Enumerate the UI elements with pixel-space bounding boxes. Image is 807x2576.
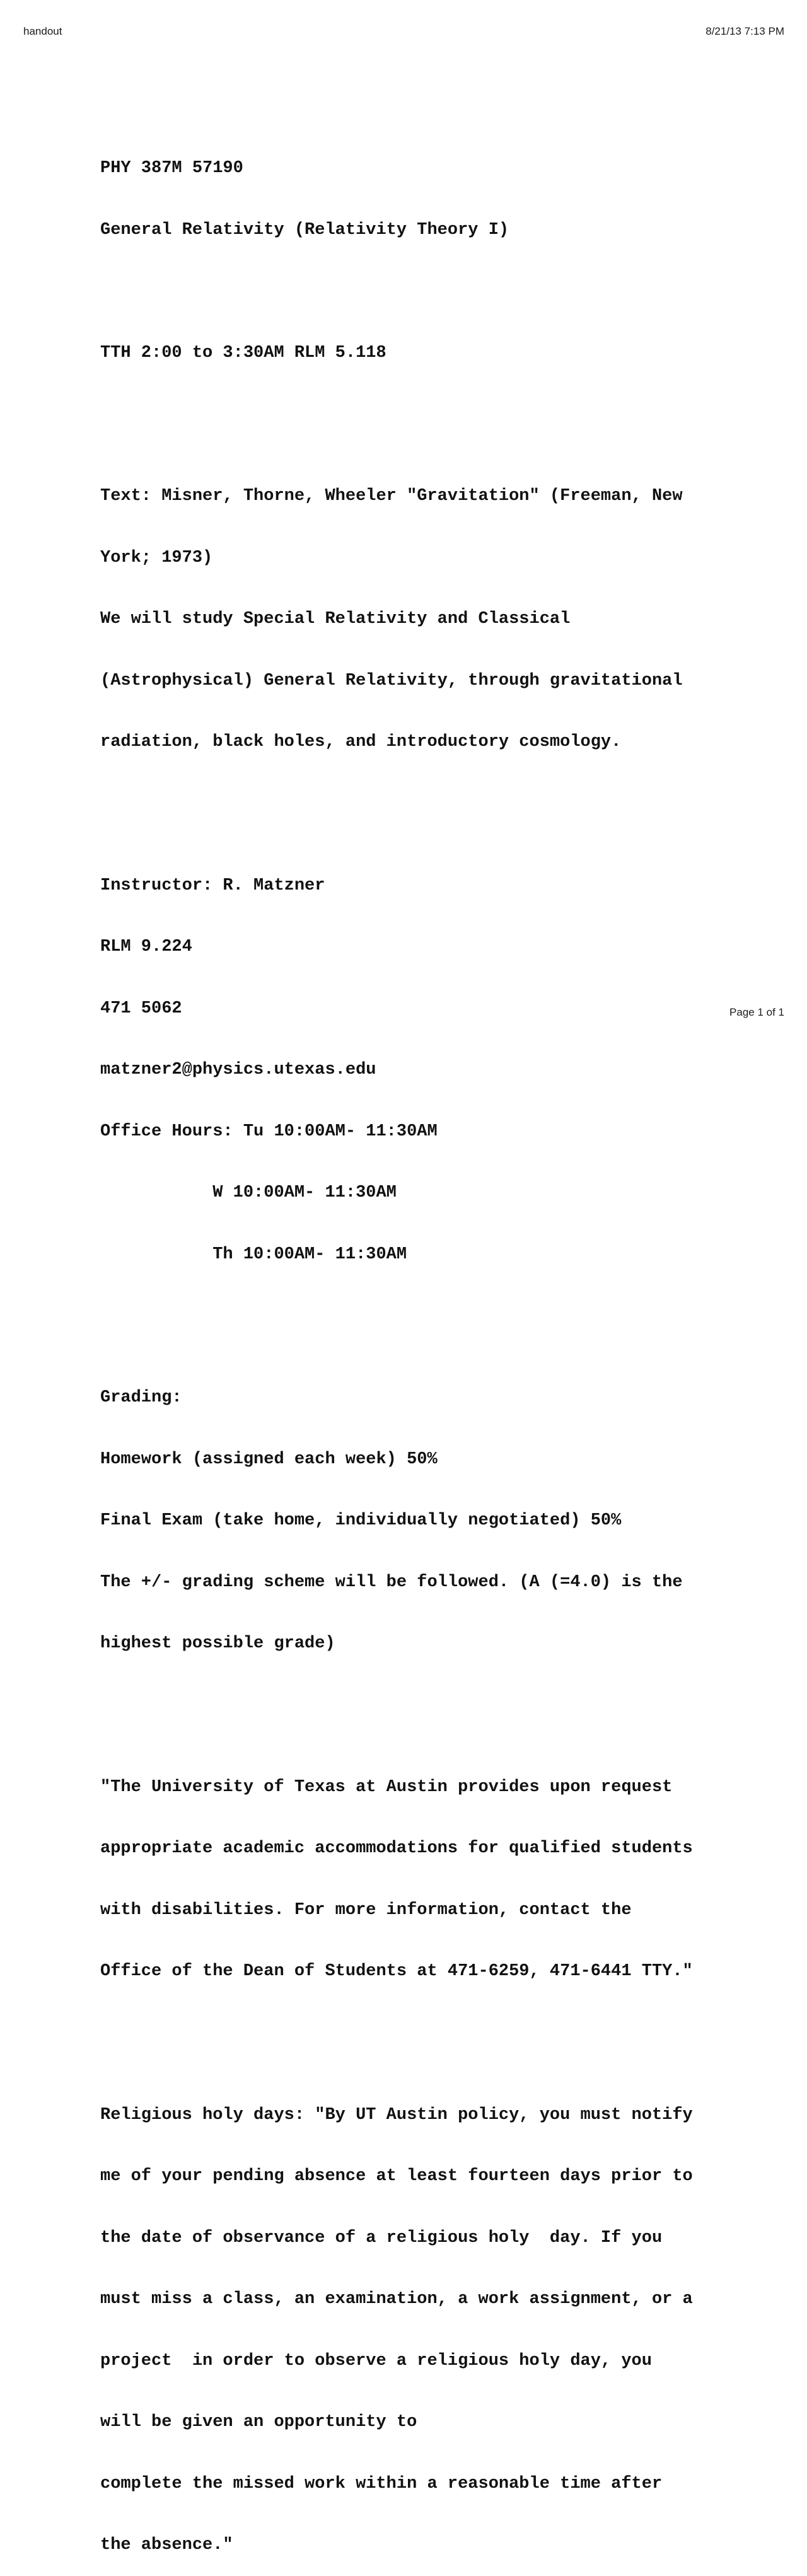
spacer: [100, 281, 731, 302]
text-line: (Astrophysical) General Relativity, through gravitational: [100, 671, 683, 690]
text-line: radiation, black holes, and introductory cosmology.: [100, 733, 622, 751]
instructor-office: RLM 9.224: [100, 937, 192, 956]
holy-days-line: me of your pending absence at least fourteen days prior to: [100, 2167, 693, 2186]
spacer: [100, 1695, 731, 1716]
grading-line: Final Exam (take home, individually negotiated) 50%: [100, 1511, 622, 1530]
course-schedule: TTH 2:00 to 3:30AM RLM 5.118: [100, 343, 386, 363]
disability-line: "The University of Texas at Austin provides upon request: [100, 1777, 673, 1797]
text-line: We will study Special Relativity and Classical: [100, 610, 571, 629]
disability-line: with disabilities. For more information, contact the: [100, 1900, 632, 1920]
holy-days-line: Religious holy days: "By UT Austin policy, you must notify: [100, 2105, 693, 2125]
spacer: [100, 404, 731, 425]
holy-days-line: complete the missed work within a reasonable time after: [100, 2474, 663, 2493]
print-header-title: handout: [23, 25, 62, 37]
page-number: Page 1 of 1: [729, 1006, 784, 1018]
holy-days-line: the absence.": [100, 2536, 233, 2555]
course-code: PHY 387M 57190: [100, 159, 243, 178]
office-hours-line: Th 10:00AM- 11:30AM: [100, 1244, 407, 1264]
office-hours-line: W 10:00AM- 11:30AM: [100, 1183, 397, 1202]
spacer: [100, 794, 731, 815]
grading-line: Grading:: [100, 1388, 182, 1407]
instructor-name: Instructor: R. Matzner: [100, 876, 325, 895]
text-line: York; 1973): [100, 548, 213, 567]
holy-days-line: the date of observance of a religious holy day. If you: [100, 2228, 663, 2248]
disability-line: appropriate academic accommodations for qualified students: [100, 1839, 693, 1858]
text-line: Text: Misner, Thorne, Wheeler "Gravitation" (Freeman, New: [100, 487, 683, 506]
instructor-phone: 471 5062: [100, 999, 182, 1018]
disability-line: Office of the Dean of Students at 471-6259, 471-6441 TTY.": [100, 1962, 693, 1981]
grading-line: Homework (assigned each week) 50%: [100, 1449, 438, 1469]
grading-line: The +/- grading scheme will be followed. (A (=4.0) is the: [100, 1572, 683, 1592]
holy-days-line: project in order to observe a religious holy day, you: [100, 2351, 652, 2370]
grading-line: highest possible grade): [100, 1634, 335, 1653]
course-title: General Relativity (Relativity Theory I): [100, 220, 509, 240]
office-hours-line: Office Hours: Tu 10:00AM- 11:30AM: [100, 1122, 438, 1141]
print-header-timestamp: 8/21/13 7:13 PM: [705, 25, 784, 37]
instructor-email: matzner2@physics.utexas.edu: [100, 1060, 376, 1079]
syllabus-body: [100, 117, 731, 2576]
spacer: [100, 2023, 731, 2044]
holy-days-line: will be given an opportunity to: [100, 2413, 417, 2432]
spacer: [100, 1306, 731, 1326]
holy-days-line: must miss a class, an examination, a work assignment, or a: [100, 2290, 693, 2309]
